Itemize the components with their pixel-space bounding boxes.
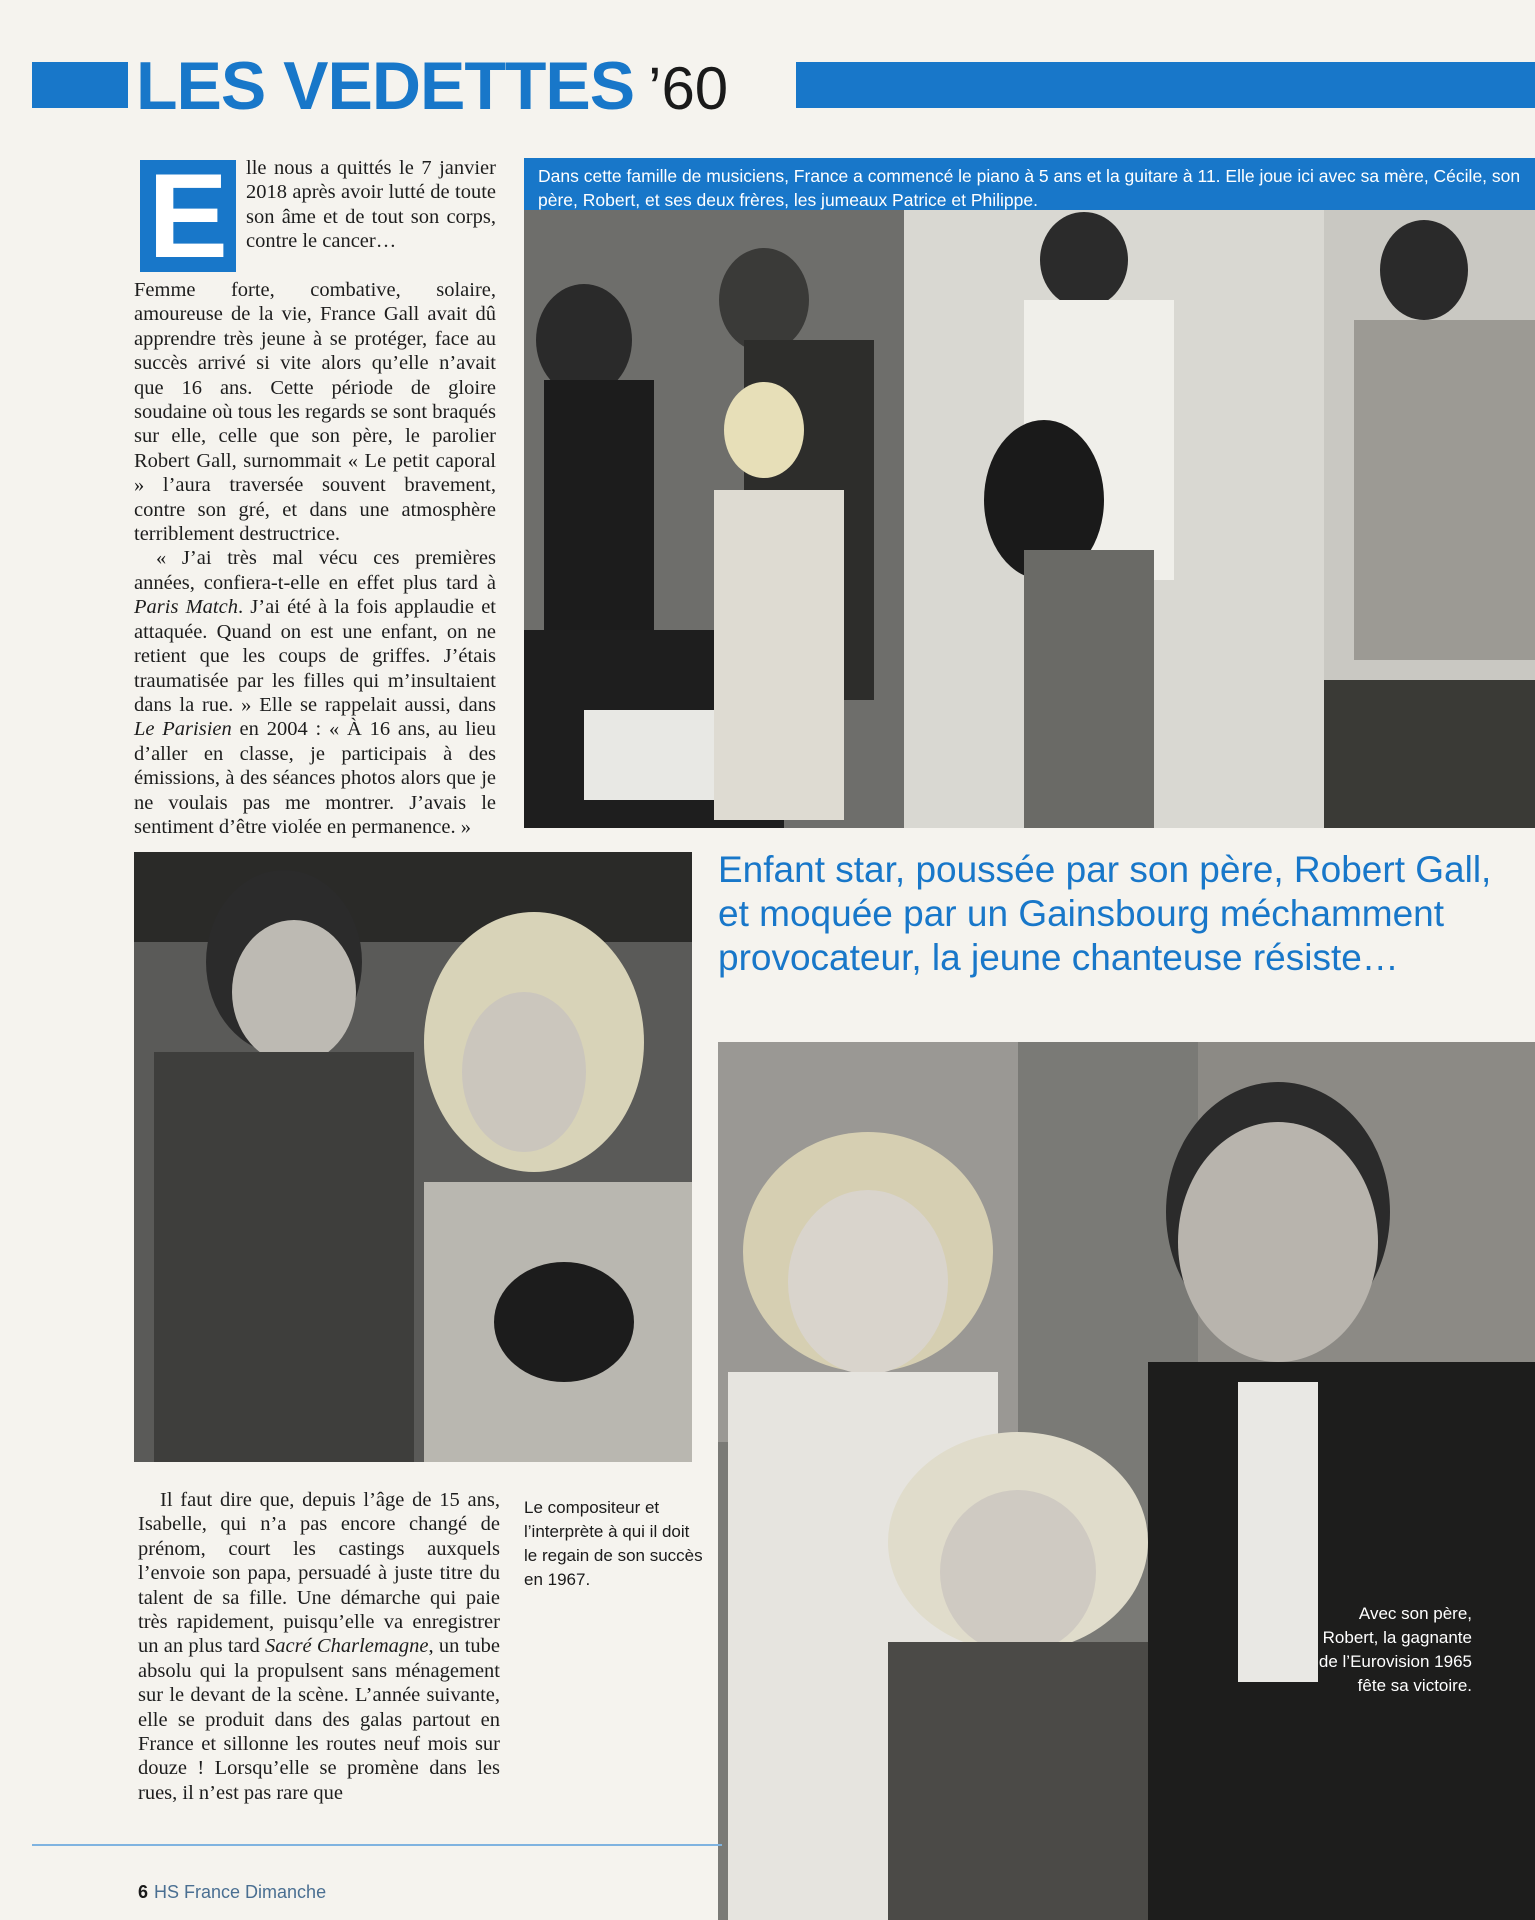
article-paragraph-2 — [134, 546, 496, 839]
article-intro: lle nous a quittés le 7 janvier 2018 après avoir lutté de toute son âme et de tout son corps, contre le cancer… — [246, 157, 496, 253]
gainsbourg-photo — [134, 852, 692, 1462]
family-photo-caption: Dans cette famille de musiciens, France a commencé le piano à 5 ans et la guitare à 11. Elle joue ici avec sa mère, Cécile, son père, Robert, et ses deux frères, les jumeaux Patrice et Philippe. — [524, 158, 1535, 222]
publication-name: HS France Dimanche — [154, 1882, 327, 1902]
text-run: Il faut dire que, depuis l’âge de 15 ans, Isabelle, qui n’a pas encore changé de prénom, court les castings auxquels l’envoie son papa, persuadé à juste titre du talent de sa fille. Une démarche qui paie très rapidement, puisqu’elle va enregistrer un an plus tard — [138, 1489, 500, 1658]
page-number: 6 — [138, 1882, 149, 1902]
article-column-2 — [138, 1488, 500, 1805]
section-title-decade: ’60 — [648, 55, 729, 122]
page-footer — [138, 1882, 326, 1903]
section-title — [136, 46, 728, 126]
header-bar-right — [796, 62, 1535, 108]
article-intro-lines — [246, 156, 496, 254]
text-run: , un tube absolu qui la propulsent sans ménagement sur le devant de la scène. L’année suivante, elle se produit dans des galas partout en France et sillonne les routes neuf mois sur douze ! Lorsqu’elle se promène dans les rues, il n’est pas rare que — [138, 1635, 500, 1804]
article-column-1 — [134, 278, 496, 839]
article-paragraph-1: Femme forte, combative, solaire, amoureuse de la vie, France Gall avait dû apprendre très jeune à se protéger, face au succès arrivé si vite alors qu’elle n’avait que 16 ans. Cette période de gloire soudaine où tous les regards se sont braqués sur elle, celle que son père, le parolier Robert Gall, surnommait « Le petit caporal » l’aura traversée souvent bravement, contre son gré, et dans une atmosphère terriblement destructrice. — [134, 279, 496, 546]
father-photo-caption: Avec son père, Robert, la gagnante de l’Eurovision 1965 fête sa victoire. — [1318, 1604, 1472, 1695]
text-run: « J’ai très mal vécu ces premières années, confiera-t-elle en effet plus tard à — [134, 547, 496, 594]
gainsbourg-photo-caption: Le compositeur et l’interprète à qui il doit le regain de son succès en 1967. — [524, 1498, 703, 1589]
text-run: en 2004 : « À 16 ans, au lieu d’aller en classe, je participais à des émissions, à des séances photos alors que je ne voulais pas me montrer. J’avais le sentiment d’être violée en permanence. » — [134, 718, 497, 838]
pull-quote: Enfant star, poussée par son père, Robert Gall, et moquée par un Gainsbourg méchamment provocateur, la jeune chanteuse résiste… — [718, 849, 1492, 978]
text-run: . J’ai été à la fois applaudie et attaquée. Quand on est une enfant, on ne retient que les coups de griffes. J’étais traumatisée par les filles qui m’insultaient dans la rue. » Elle se rappelait aussi, dans — [134, 596, 496, 716]
footer-rule — [32, 1844, 722, 1846]
header-bar-left — [32, 62, 128, 108]
publication-name: Le Parisien — [134, 718, 232, 741]
publication-name: Paris Match — [134, 596, 238, 619]
section-title-main: LES VEDETTES — [136, 48, 635, 124]
article-paragraph-3 — [138, 1488, 500, 1805]
father-photo — [718, 1042, 1535, 1920]
family-photo — [524, 210, 1535, 828]
song-title: Sacré Charlemagne — [264, 1635, 429, 1658]
drop-cap: E — [140, 160, 236, 272]
